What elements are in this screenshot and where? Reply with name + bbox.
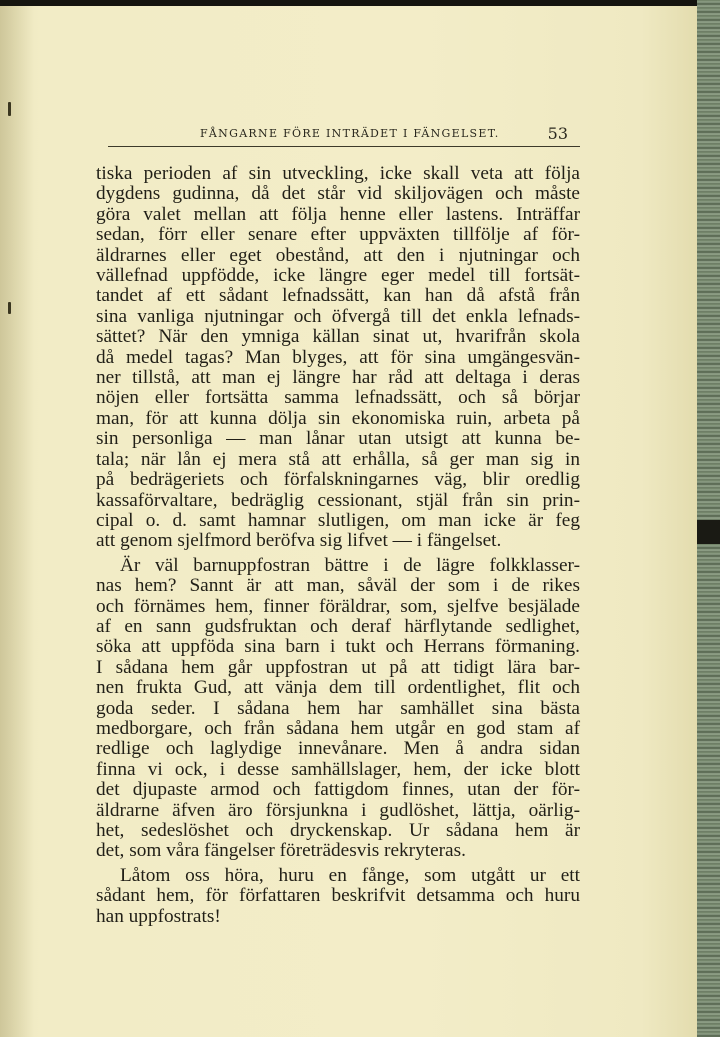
text-line: tala; när lån ej mera stå att erhålla, så ger man sig in bbox=[96, 448, 580, 470]
margin-mark bbox=[8, 302, 11, 314]
text-line: göra valet mellan att följa henne eller lastens. Inträffar bbox=[96, 203, 580, 225]
text-line: vällefnad uppfödde, icke längre eger medel till fortsät- bbox=[96, 265, 580, 287]
text-line: man, för att kunna dölja sin ekonomiska ruin, arbeta på bbox=[96, 407, 580, 429]
text-line: nen frukta Gud, att vänja dem till ordentlighet, flit och bbox=[96, 677, 580, 699]
text-line: och förnämes hem, finner föräldrar, som, sjelfve besjälade bbox=[96, 595, 580, 617]
text-line: af en sann gudsfruktan och deraf härflytande sedlighet, bbox=[96, 615, 580, 637]
text-line: han uppfostrats! bbox=[96, 905, 221, 927]
running-head: FÅNGARNE FÖRE INTRÄDET I FÄNGELSET. bbox=[200, 127, 500, 140]
text-line: att genom sjelfmord beröfva sig lifvet — i fängelset. bbox=[96, 530, 502, 552]
text-line: sina vanliga njutningar och öfvergå till det enkla lefnads- bbox=[96, 305, 580, 327]
text-line: det djupaste armod och fattigdom finnes, utan der för- bbox=[96, 779, 580, 801]
page-header bbox=[108, 124, 580, 147]
text-line: cipal o. d. samt hamnar slutligen, om man icke är feg bbox=[96, 509, 580, 531]
text-line: medborgare, och från sådana hem utgår en god stam af bbox=[96, 717, 580, 739]
text-line: på bedrägeriets och förfalskningarnes väg, blir oredlig bbox=[96, 469, 580, 491]
text-line: het, sedeslöshet och dryckenskap. Ur sådana hem är bbox=[96, 820, 580, 841]
text-line: goda seder. I sådana hem har samhället sina bästa bbox=[96, 697, 580, 719]
text-line: dygdens gudinna, då det står vid skiljovägen och måste bbox=[96, 183, 580, 205]
text-line: I sådana hem går uppfostran ut på att tidigt lära bar- bbox=[96, 656, 580, 678]
body-text bbox=[96, 164, 580, 927]
margin-mark bbox=[8, 102, 11, 116]
text-line: äldrarnes eller eget obestånd, att den i njutningar och bbox=[96, 244, 580, 266]
text-line: Låtom oss höra, huru en fånge, som utgått ur ett bbox=[120, 864, 580, 886]
text-line: sin personliga — man lånar utan utsigt att kunna be- bbox=[96, 428, 580, 450]
gutter-shadow bbox=[0, 6, 34, 1037]
edge-gap bbox=[697, 520, 720, 544]
text-line: redlige och laglydige innevånare. Men å andra sidan bbox=[96, 738, 580, 760]
text-line: kassaförvaltare, bedräglig cessionant, stjäl från sin prin- bbox=[96, 489, 580, 511]
book-page bbox=[0, 6, 697, 1037]
text-line: sättet? När den ymniga källan sinat ut, hvarifrån skola bbox=[96, 326, 580, 348]
text-line: då medel tagas? Man blyges, att för sina umgängesvän- bbox=[96, 346, 580, 368]
text-line: det, som våra fängelser företrädesvis rekryteras. bbox=[96, 840, 466, 862]
paragraph bbox=[96, 164, 580, 552]
page-number: 53 bbox=[547, 124, 568, 143]
paragraph bbox=[96, 556, 580, 862]
adjacent-page-edge bbox=[697, 0, 720, 1037]
text-line: finna vi ock, i desse samhällslager, hem, der icke blott bbox=[96, 758, 580, 780]
text-line: äldrarne äfven äro försjunkna i gudlöshet, lättja, oärlig- bbox=[96, 799, 580, 821]
text-line: tiska perioden af sin utveckling, icke skall veta att följa bbox=[96, 163, 580, 184]
text-line: sedan, förr eller senare efter uppväxten tillfölje af för- bbox=[96, 224, 580, 246]
text-line: nöjen eller fortsätta samma lefnadssätt, och så börjar bbox=[96, 387, 580, 409]
text-line: nas hem? Sannt är att man, såväl der som i de rikes bbox=[96, 575, 580, 597]
text-line: sådant hem, för författaren beskrifvit detsamma och huru bbox=[96, 885, 580, 907]
text-line: tandet af ett sådant lefnadssätt, kan han då afstå från bbox=[96, 285, 580, 307]
paragraph bbox=[96, 866, 580, 927]
text-line: ner tillstå, att man ej längre har råd att deltaga i deras bbox=[96, 367, 580, 389]
text-line: Är väl barnuppfostran bättre i de lägre folkklasser- bbox=[120, 554, 580, 576]
text-line: söka att uppföda sina barn i tukt och Herrans förmaning. bbox=[96, 636, 580, 658]
